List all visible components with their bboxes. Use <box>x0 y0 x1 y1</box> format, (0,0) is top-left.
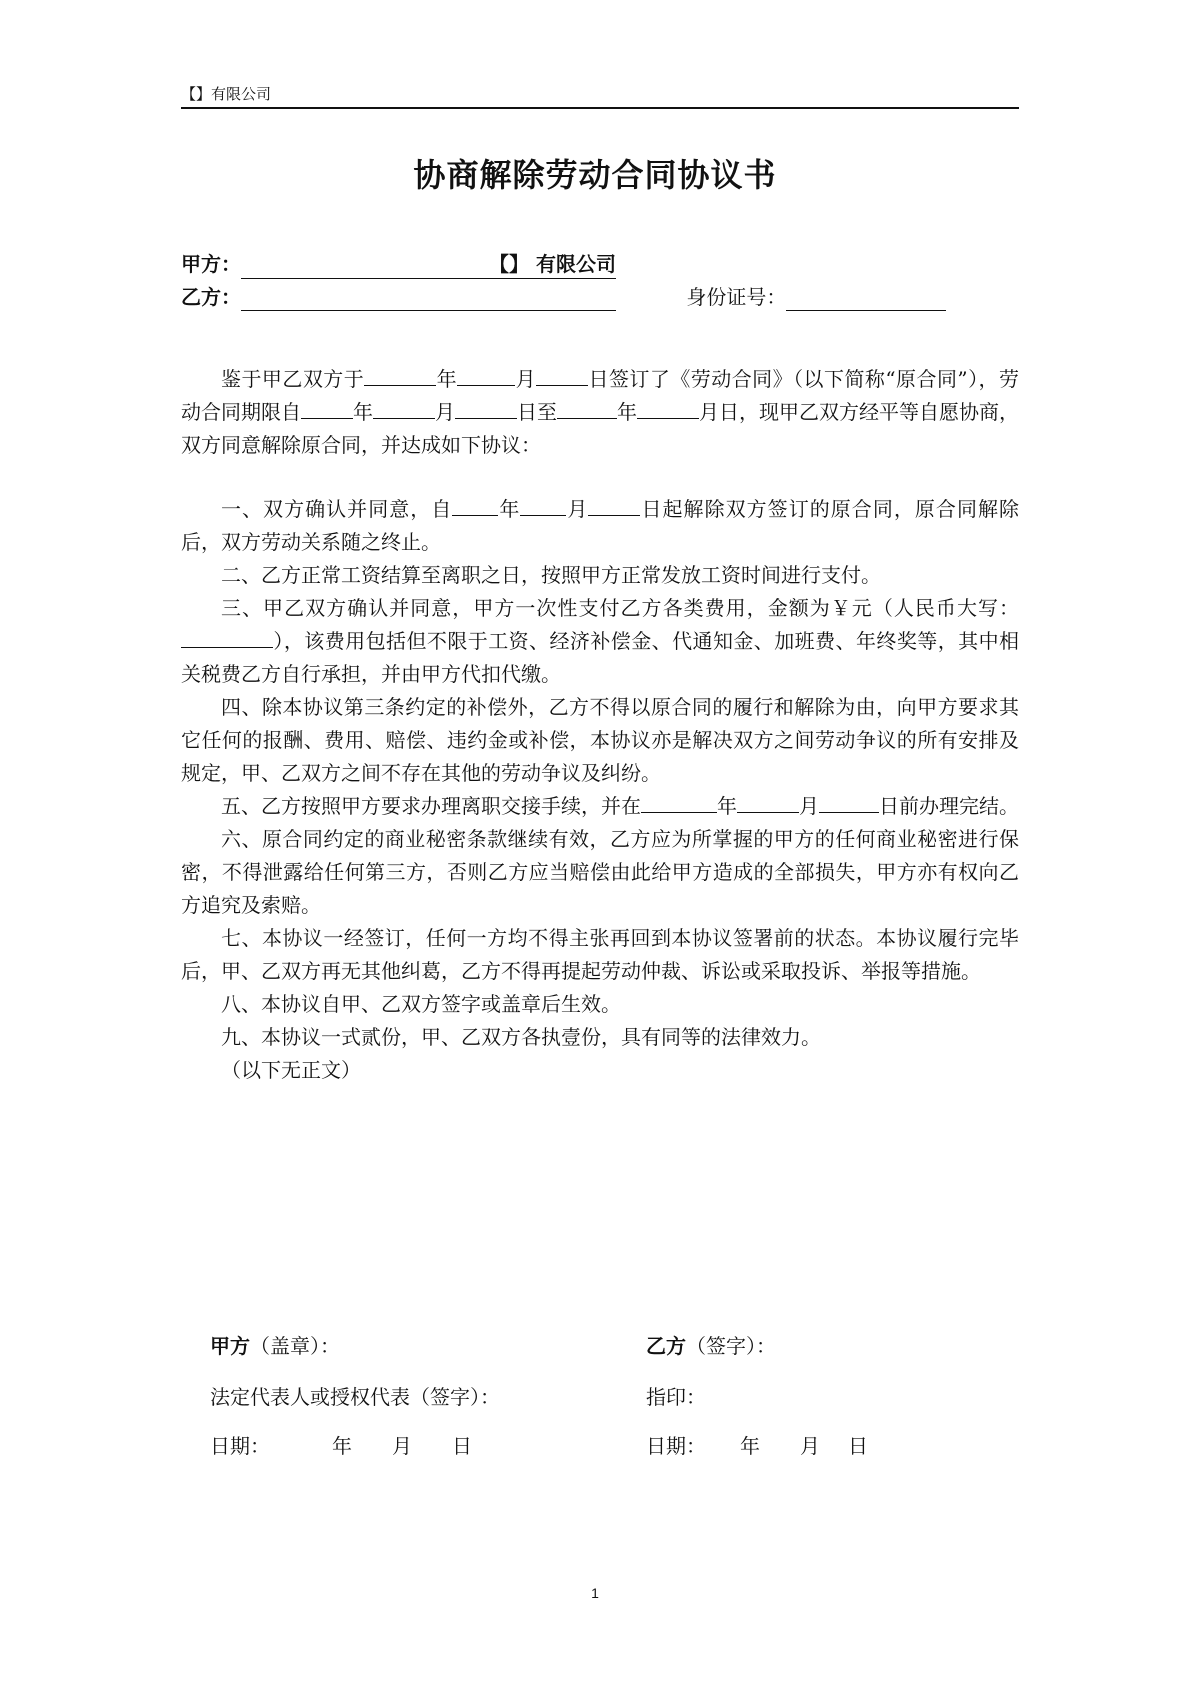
clause-3: 三、甲乙双方确认并同意，甲方一次性支付乙方各类费用，金额为￥元（人民币大写：），该费用包括但不限于工资、经济补偿金、代通知金、加班费、年终奖等，其中相关税费乙方自行承担，并由甲方代扣代缴。 <box>181 596 1019 686</box>
id-number-label: 身份证号： <box>686 285 787 309</box>
page-header <box>181 84 1019 109</box>
document-title: 协商解除劳动合同协议书 <box>413 156 777 194</box>
party-a-label: 甲方： <box>181 252 241 276</box>
clause-1: 一、双方确认并同意，自 年 月 日起解除双方签订的原合同，原合同解除后，双方劳动关系随之终止。 <box>181 497 1020 554</box>
clause-7: 七、本协议一经签订，任何一方均不得主张再回到本协议签署前的状态。本协议履行完毕后，甲、乙双方再无其他纠葛，乙方不得再提起劳动仲裁、诉讼或采取投诉、举报等措施。 <box>181 926 1019 983</box>
sig-party-a-rep: 法定代表人或授权代表（签字）： <box>210 1385 500 1409</box>
sig-party-b-date: 日期： 年 月 日 <box>646 1434 868 1458</box>
party-b-label: 乙方： <box>181 285 241 309</box>
clause-6: 六、原合同约定的商业秘密条款继续有效，乙方应为所掌握的甲方的任何商业秘密进行保密，不得泄露给任何第三方，否则乙方应当赔偿由此给甲方造成的全部损失，甲方亦有权向乙方追究及索赔。 <box>181 827 1019 917</box>
sig-party-a-date: 日期： 年 月 日 <box>210 1434 472 1458</box>
clause-4: 四、除本协议第三条约定的补偿外，乙方不得以原合同的履行和解除为由，向甲方要求其它任何的报酬、费用、赔偿、违约金或补偿，本协议亦是解决双方之间劳动争议的所有安排及规定，甲、乙双方之间不存在其他的劳动争议及纠纷。 <box>181 695 1019 785</box>
id-number-blank <box>786 288 946 311</box>
clause-5: 五、乙方按照甲方要求办理离职交接手续，并在 年 月 日前办理完结。 <box>221 794 1019 818</box>
sig-party-a: 甲方（盖章）： <box>210 1334 340 1358</box>
sig-party-b: 乙方（签字）： <box>646 1334 776 1358</box>
intro-text: 鉴于甲乙双方于 年 月 日签订了《劳动合同》（以下简称“原合同”），劳动合同期限自 年 月 日至 年 月日，现甲乙双方经平等自愿协商，双方同意解除原合同，并达成如下协议： <box>181 367 1020 457</box>
party-b-row <box>181 283 946 311</box>
sig-party-b-fingerprint: 指印： <box>646 1385 706 1409</box>
clause-2: 二、乙方正常工资结算至离职之日，按照甲方正常发放工资时间进行支付。 <box>221 563 881 587</box>
clause-9: 九、本协议一式贰份，甲、乙双方各执壹份，具有同等的法律效力。 <box>221 1025 821 1049</box>
page-number: 1 <box>591 1585 599 1601</box>
clauses <box>181 493 1019 1087</box>
clause-8: 八、本协议自甲、乙双方签字或盖章后生效。 <box>221 992 621 1016</box>
end-note: （以下无正文） <box>221 1058 361 1082</box>
party-a-row <box>181 250 616 279</box>
intro-paragraph <box>181 363 1019 462</box>
party-b-blank <box>241 288 616 311</box>
header-company: 【】有限公司 <box>181 85 272 103</box>
party-a-value: 【】 有限公司 <box>241 250 616 279</box>
